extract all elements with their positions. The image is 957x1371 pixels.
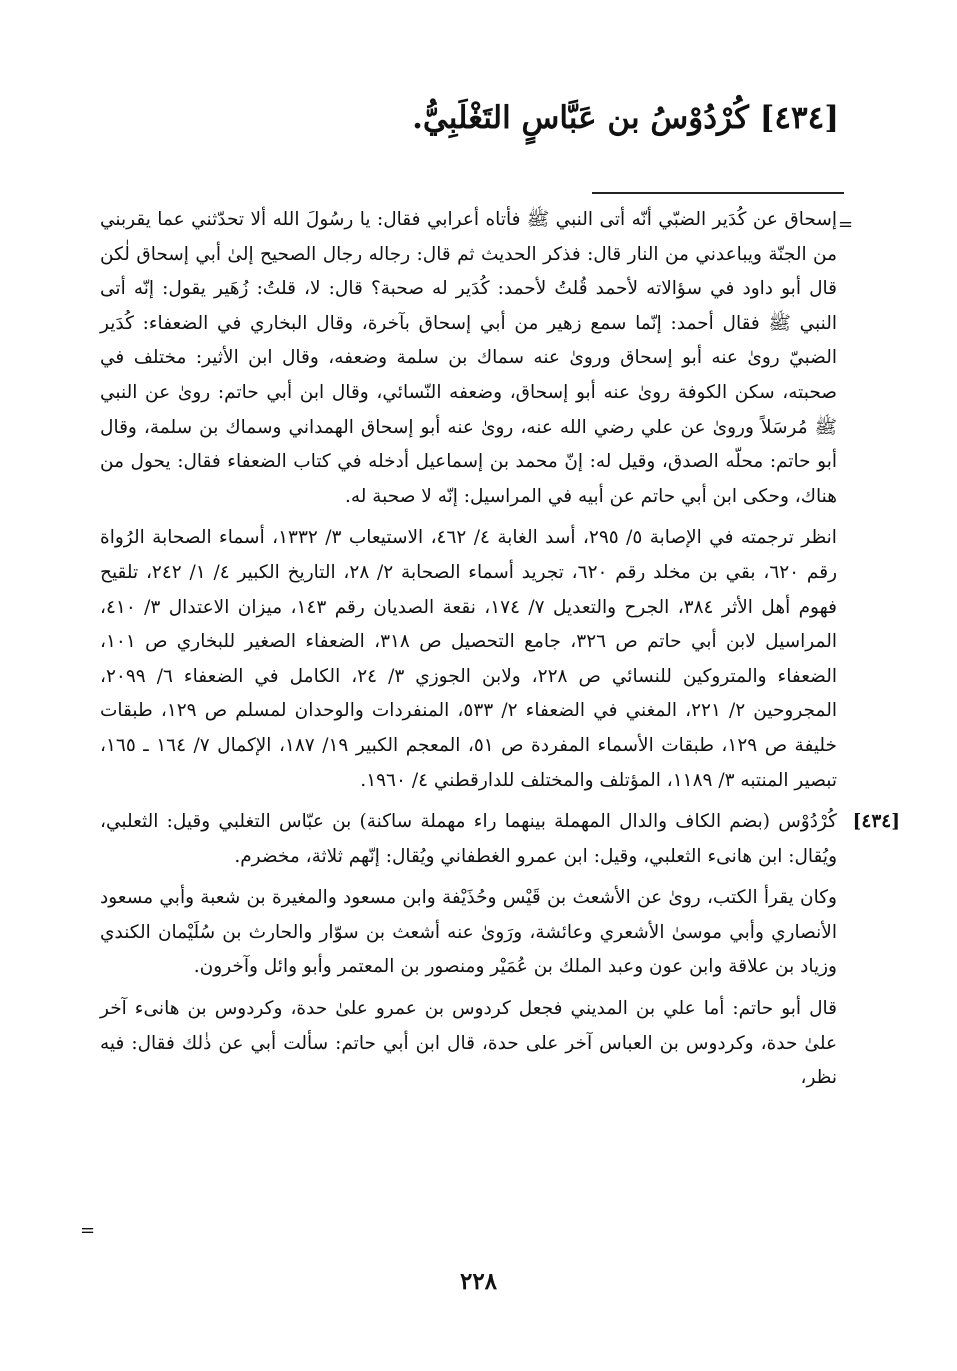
footnote-434-abu-hatim: قال أبو حاتم: أما علي بن المديني فجعل كردوس بن عمرو علىٰ حدة، وكردوس بن هانىء آخر علىٰ حدة، وكردوس بن العباس آخر على حدة، قال ابن أبي حاتم: سألت أبي عن ذٰلك فقال: فيه نظر، (100, 998, 837, 1089)
continuation-mark-bottom: = (80, 1220, 96, 1241)
footnote-434-intro: كُرْدُوْس (بضم الكاف والدال المهملة بينهما راء مهملة ساكنة) بن عبّاس التغلبي وقيل: الثعلبي، ويُقال: ابن هانىء الثعلبي، وقيل: ابن عمرو الغطفاني ويُقال: إنّهم ثلاثة، مخضرم. (100, 811, 837, 867)
entry-title: [٤٣٤] كُرْدُوْسُ بن عَبَّاسٍ التَغْلَبِيُّ. (412, 100, 839, 136)
footnote-434-narration: وكان يقرأ الكتب، روىٰ عن الأشعث بن قَيْس وحُذَيْفة وابن مسعود والمغيرة بن شعبة وأبي مسعود الأنصاري وأبي موسىٰ الأشعري وعائشة، ورَوىٰ عنه أشعث بن سوّار والحارث بن سُلَيْمان الكندي وزياد بن علاقة وابن عون وعبد الملك بن عُمَيْر ومنصور بن المعتمر وأبو وائل وآخرون. (100, 887, 837, 978)
page-number: ٢٢٨ (459, 1268, 498, 1295)
footnote-separator (592, 192, 844, 194)
footnote-sources: انظر ترجمته في الإصابة ٥/ ٢٩٥، أسد الغابة ٤/ ٤٦٢، الاستيعاب ٣/ ١٣٣٢، أسماء الصحابة الرُواة رقم ٦٢٠، بقي بن مخلد رقم ٦٢٠، تجريد أسماء الصحابة ٢/ ٢٨، التاريخ الكبير ٤/ ١/ ٢٤٢، تلقيح فهوم أهل الأثر ٣٨٤، الجرح والتعديل ٧/ ١٧٤، نقعة الصديان رقم ١٤٣، ميزان الاعتدال ٣/ ٤١٠، المراسيل لابن أبي حاتم ص ٣٢٦، جامع التحصيل ص ٣١٨، الضعفاء الصغير للبخاري ص ١٠١، الضعفاء والمتروكين للنسائي ص ٢٢٨، ولابن الجوزي ٣/ ٢٤، الكامل في الضعفاء ٦/ ٢٠٩٩، المجروحين ٢/ ٢٢١، المغني في الضعفاء ٢/ ٥٣٣، المنفردات والوحدان لمسلم ص ١٢٩، طبقات خليفة ص ١٢٩، طبقات الأسماء المفردة ص ٥١، المعجم الكبير ١٩/ ١٨٧، الإكمال ٧/ ١٦٤ ـ ١٦٥، تبصير المنتبه ٣/ ١١٨٩، المؤتلف والمختلف للدارقطني ٤/ ١٩٦٠. (100, 527, 838, 791)
footnote-continuation: إسحاق عن كُدَير الضبّي أنّه أتى النبي ﷺ فأتاه أعرابي فقال: يا رسُولَ الله ألا تحدّثني عما يقربني من الجنّة ويباعدني من النار قال: فذكر الحديث ثم قال: رجاله رجال الصحيح إلىٰ أبي إسحاق لٰكن قال أبو داود في سؤالاته لأحمد قُلتُ لأحمد: كُدَير له صحبة؟ قال: لا، قلتُ: زُهَير يقول: إنّه أتى النبي ﷺ فقال أحمد: إنّما سمع زهير من أبي إسحاق بآخرة، وقال البخاري في الضعفاء: كُدَير الضبيّ روىٰ عنه أبو إسحاق وروىٰ عنه سماك بن سلمة وضعفه، وقال ابن الأثير: مختلف في صحبته، سكن الكوفة روىٰ عنه أبو إسحاق، وضعفه النّسائي، وقال ابن أبي حاتم: روىٰ عن النبي ﷺ مُرسَلاً وروىٰ عن علي رضي الله عنه، روىٰ عنه أبو إسحاق الهمداني وسماك بن سلمة، وقال أبو حاتم: محلّه الصدق، وقيل له: إنّ محمد بن إسماعيل أدخله في كتاب الضعفاء فقال: يحول من هناك، وحكى ابن أبي حاتم عن أبيه في المراسيل: إنّه لا صحبة له. (100, 209, 837, 507)
footnote-434: [٤٣٤] كُرْدُوْس (بضم الكاف والدال المهملة بينهما راء مهملة ساكنة) بن عبّاس التغلبي وقيل: الثعلبي، ويُقال: ابن هانىء الثعلبي، وقيل: ابن عمرو الغطفاني ويُقال: إنّهم ثلاثة، مخضرم. (100, 805, 837, 874)
continuation-mark-top: = (838, 214, 854, 235)
footnotes (100, 203, 900, 1096)
